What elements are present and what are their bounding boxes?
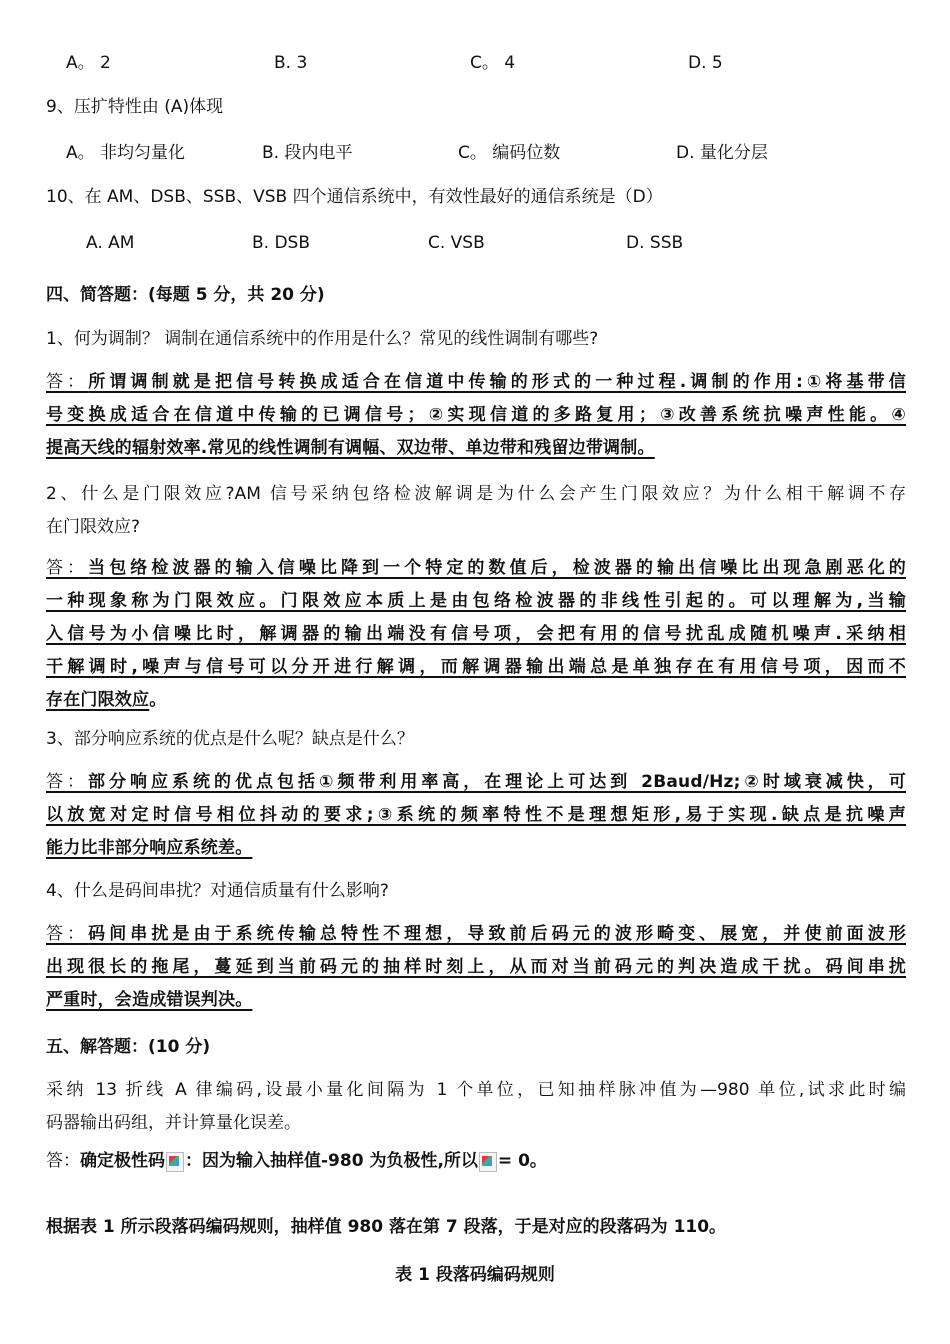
answer-line: 号变换成适合在信道中传输的已调信号；②实现信道的多路复用；③改善系统抗噪声性能。④ bbox=[46, 405, 906, 425]
q8-option-b: B. 3 bbox=[274, 53, 308, 73]
answer-tail: 。 bbox=[149, 690, 167, 710]
answer-line bbox=[46, 984, 906, 1017]
answer-line bbox=[46, 366, 906, 399]
answer-lead: 答： bbox=[46, 772, 88, 792]
q10-option-b: B. DSB bbox=[252, 233, 311, 253]
answer-lead: 答： bbox=[46, 372, 89, 392]
answer-lead: 答： bbox=[46, 558, 89, 578]
answer-part-3: = 0。 bbox=[497, 1151, 547, 1171]
answer-lead: 答： bbox=[46, 924, 89, 944]
s4-q3-question: 3、部分响应系统的优点是什么呢？缺点是什么？ bbox=[46, 729, 414, 749]
question-line: 2、什么是门限效应?AM 信号采纳包络检波解调是为什么会产生门限效应？为什么相干解调不存 bbox=[46, 484, 906, 504]
answer-text: 存在门限效应 bbox=[46, 690, 150, 710]
section4-title: 四、简答题：(每题 5 分，共 20 分) bbox=[46, 285, 325, 305]
answer-text: 提高天线的辐射效率.常见的线性调制有调幅、双边带、单边带和残留边带调制。 bbox=[46, 438, 655, 458]
q10-option-c: C. VSB bbox=[428, 233, 485, 253]
answer-text: 所谓调制就是把信号转换成适合在信道中传输的形式的一种过程.调制的作用:①将基带信 bbox=[88, 372, 907, 392]
answer-text: 能力比非部分响应系统差。 bbox=[46, 838, 253, 858]
answer-line: 干解调时,噪声与信号可以分开进行解调，而解调器输出端总是单独存在有用信号项，因而不 bbox=[46, 657, 906, 677]
answer-line bbox=[46, 684, 906, 717]
q10-option-a: A. AM bbox=[86, 233, 135, 253]
answer-line bbox=[46, 832, 906, 865]
s4-q3-answer bbox=[46, 766, 906, 865]
s4-q2-question bbox=[46, 478, 906, 544]
answer-part-1: 确定极性码 bbox=[80, 1151, 165, 1171]
answer-line: 以放宽对定时信号相位抖动的要求;③系统的频率特性不是理想矩形,易于实现.缺点是抗噪声 bbox=[46, 805, 906, 825]
answer-part-2: ：因为输入抽样值-980 为负极性,所以 bbox=[185, 1151, 478, 1171]
problem-line: 采纳 13 折线 A 律编码,设最小量化间隔为 1 个单位，已知抽样脉冲值为—980 单位,试求此时编 bbox=[46, 1080, 906, 1100]
problem-line: 码器输出码组，并计算量化误差。 bbox=[46, 1113, 301, 1133]
s5-answer bbox=[46, 1150, 547, 1172]
answer-lead: 答： bbox=[46, 1151, 80, 1171]
q10-question: 10、在 AM、DSB、SSB、VSB 四个通信系统中，有效性最好的通信系统是（D） bbox=[46, 187, 663, 207]
s4-q4-question: 4、什么是码间串扰？对通信质量有什么影响? bbox=[46, 881, 389, 901]
answer-text: 严重时，会造成错误判决。 bbox=[46, 990, 253, 1010]
question-line: 在门限效应? bbox=[46, 517, 141, 537]
q10-option-d: D. SSB bbox=[626, 233, 684, 253]
q8-option-c: C。 4 bbox=[470, 53, 516, 73]
q9-option-c: C。 编码位数 bbox=[458, 143, 561, 163]
s5-problem bbox=[46, 1074, 906, 1140]
answer-line: 一种现象称为门限效应。门限效应本质上是由包络检波器的非线性引起的。可以理解为,当输 bbox=[46, 591, 906, 611]
q9-option-b: B. 段内电平 bbox=[262, 143, 353, 163]
answer-line bbox=[46, 552, 906, 585]
s4-q1-answer bbox=[46, 366, 906, 465]
answer-text: 部分响应系统的优点包括①频带利用率高，在理论上可达到 2Baud/Hz;②时域衰减快，可 bbox=[88, 772, 906, 792]
answer-text: 当包络检波器的输入信噪比降到一个特定的数值后，检波器的输出信噪比出现急剧恶化的 bbox=[88, 558, 906, 578]
q8-option-a: A。 2 bbox=[66, 53, 111, 73]
s4-q4-answer bbox=[46, 918, 906, 1017]
broken-image-icon bbox=[166, 1152, 184, 1172]
answer-line bbox=[46, 766, 906, 799]
table-caption: 表 1 段落码编码规则 bbox=[395, 1265, 555, 1285]
section5-title: 五、解答题：(10 分) bbox=[46, 1037, 211, 1057]
q9-question: 9、压扩特性由 (A)体现 bbox=[46, 97, 224, 117]
q9-option-a: A。 非均匀量化 bbox=[66, 143, 186, 163]
answer-line bbox=[46, 432, 906, 465]
q8-option-d: D. 5 bbox=[688, 53, 723, 73]
s4-q2-answer bbox=[46, 552, 906, 717]
answer-text: 码间串扰是由于系统传输总特性不理想，导致前后码元的波形畸变、展宽，并使前面波形 bbox=[88, 924, 906, 944]
answer-line: 出现很长的拖尾，蔓延到当前码元的抽样时刻上，从而对当前码元的判决造成干扰。码间串扰 bbox=[46, 957, 906, 977]
segment-code-text: 根据表 1 所示段落码编码规则，抽样值 980 落在第 7 段落，于是对应的段落码为 110。 bbox=[46, 1217, 727, 1237]
q9-option-d: D. 量化分层 bbox=[676, 143, 768, 163]
broken-image-icon bbox=[479, 1152, 497, 1172]
s4-q1-question: 1、何为调制？ 调制在通信系统中的作用是什么？常见的线性调制有哪些? bbox=[46, 329, 599, 349]
answer-line: 入信号为小信噪比时，解调器的输出端没有信号项，会把有用的信号扰乱成随机噪声.采纳相 bbox=[46, 624, 906, 644]
answer-line bbox=[46, 918, 906, 951]
